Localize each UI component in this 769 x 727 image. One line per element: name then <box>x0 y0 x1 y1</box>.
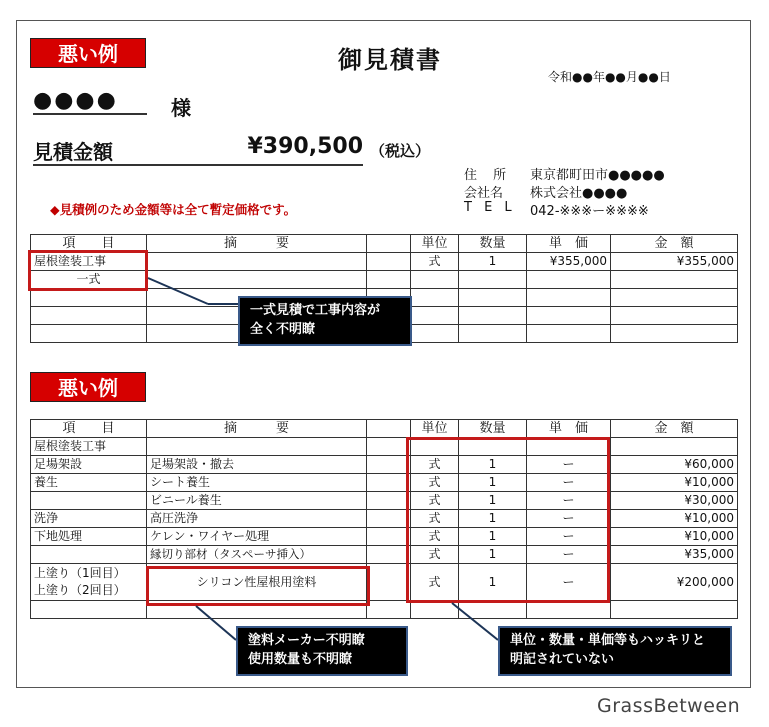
provisional-price-note: ◆見積例のため金額等は全て暫定価格です。 <box>50 202 297 217</box>
connector-line-3 <box>452 603 498 640</box>
cell-unit: 式 <box>411 546 459 564</box>
cell-quantity: 1 <box>459 510 527 528</box>
cell-quantity: 1 <box>459 564 527 601</box>
company-value: 株式会社●●●● <box>530 186 628 201</box>
honorific: 様 <box>171 96 191 120</box>
callout3-line2: 明記されていない <box>510 652 615 667</box>
cell-unit: 式 <box>411 253 459 271</box>
header-quantity: 数量 <box>459 420 527 438</box>
header-description: 摘 要 <box>147 420 367 438</box>
cell-amount: ¥60,000 <box>611 456 738 474</box>
cell-unit: 式 <box>411 456 459 474</box>
cell-unit: 式 <box>411 564 459 601</box>
issue-date: 令和●●年●●月●●日 <box>548 70 671 84</box>
cell-item: 足場架設 <box>31 456 147 474</box>
amount-label: 見積金額 <box>33 140 113 164</box>
cell-amount: ¥355,000 <box>611 253 738 271</box>
connector-line-1 <box>148 278 208 304</box>
cell-amount: ¥30,000 <box>611 492 738 510</box>
bad-example-badge-bottom: 悪い例 <box>30 372 146 402</box>
callout2-line2: 使用数量も不明瞭 <box>248 652 353 667</box>
customer-name: ●●●● <box>33 88 147 115</box>
address-label: 住 所 <box>464 168 513 183</box>
cell-quantity: 1 <box>459 456 527 474</box>
document-title: 御見積書 <box>338 46 442 74</box>
cell-unit-price: ー <box>527 564 611 601</box>
cell-quantity: 1 <box>459 253 527 271</box>
tax-label: （税込） <box>370 142 431 160</box>
callout2-line1: 塗料メーカー不明瞭 <box>248 633 365 648</box>
cell-item: 屋根塗装工事 <box>31 253 147 271</box>
cell-description: ケレン・ワイヤー処理 <box>147 528 367 546</box>
cell-item: 養生 <box>31 474 147 492</box>
header-unit-price: 単 価 <box>527 420 611 438</box>
connector-line-2 <box>196 606 236 640</box>
cell-amount: ¥10,000 <box>611 510 738 528</box>
cell-amount: ¥35,000 <box>611 546 738 564</box>
cell-item: 洗浄 <box>31 510 147 528</box>
cell-description: 縁切り部材（タスペーサ挿入） <box>147 546 367 564</box>
coat-item-second: 上塗り（2回目） <box>34 583 126 597</box>
callout-paint-maker-unclear <box>236 626 408 676</box>
cell-unit-price: ー <box>527 528 611 546</box>
cell-unit: 式 <box>411 492 459 510</box>
callout1-line2: 全く不明瞭 <box>250 322 316 337</box>
header-item: 項 目 <box>31 420 147 438</box>
cell-quantity: 1 <box>459 492 527 510</box>
cell-unit-price: ー <box>527 456 611 474</box>
header-unit: 単位 <box>411 235 459 253</box>
cell-item: 一式 <box>31 271 147 289</box>
callout1-line1: 一式見積で工事内容が <box>250 303 381 318</box>
callout-lump-sum-unclear <box>238 296 412 346</box>
cell-quantity: 1 <box>459 528 527 546</box>
callout3-line1: 単位・数量・単価等もハッキリと <box>510 633 706 648</box>
cell-amount: ¥10,000 <box>611 528 738 546</box>
cell-unit: 式 <box>411 510 459 528</box>
header-unit-price: 単 価 <box>527 235 611 253</box>
header-amount: 金 額 <box>611 420 738 438</box>
cell-amount: ¥10,000 <box>611 474 738 492</box>
cell-unit-price: ー <box>527 510 611 528</box>
cell-quantity: 1 <box>459 546 527 564</box>
cell-unit: 式 <box>411 474 459 492</box>
header-item: 項 目 <box>31 235 147 253</box>
header-unit: 単位 <box>411 420 459 438</box>
tel-label: T E L <box>464 200 516 215</box>
tel-value: 042-※※※ー※※※※ <box>530 204 649 219</box>
amount-value: ¥390,500 <box>247 134 363 159</box>
cell-unit-price: ー <box>527 546 611 564</box>
cell-description: シート養生 <box>147 474 367 492</box>
cell-amount: ¥200,000 <box>611 564 738 601</box>
cell-item: 屋根塗装工事 <box>31 438 147 456</box>
cell-description: 高圧洗浄 <box>147 510 367 528</box>
coat-item-first: 上塗り（1回目） <box>34 566 126 580</box>
header-amount: 金 額 <box>611 235 738 253</box>
company-label: 会社名 <box>464 186 504 201</box>
cell-unit: 式 <box>411 528 459 546</box>
address-value: 東京都町田市●●●●● <box>530 168 665 183</box>
brand-watermark: GrassBetween <box>597 695 741 717</box>
cell-description: シリコン性屋根用塗料 <box>147 564 367 601</box>
cell-item: 下地処理 <box>31 528 147 546</box>
header-quantity: 数量 <box>459 235 527 253</box>
bad-example-badge-top: 悪い例 <box>30 38 146 68</box>
cell-unit-price: ¥355,000 <box>527 253 611 271</box>
cell-unit-price: ー <box>527 474 611 492</box>
cell-quantity: 1 <box>459 474 527 492</box>
cell-description: 足場架設・撤去 <box>147 456 367 474</box>
cell-unit-price: ー <box>527 492 611 510</box>
cell-description: ビニール養生 <box>147 492 367 510</box>
callout-units-not-specified <box>498 626 732 676</box>
header-description: 摘 要 <box>147 235 367 253</box>
